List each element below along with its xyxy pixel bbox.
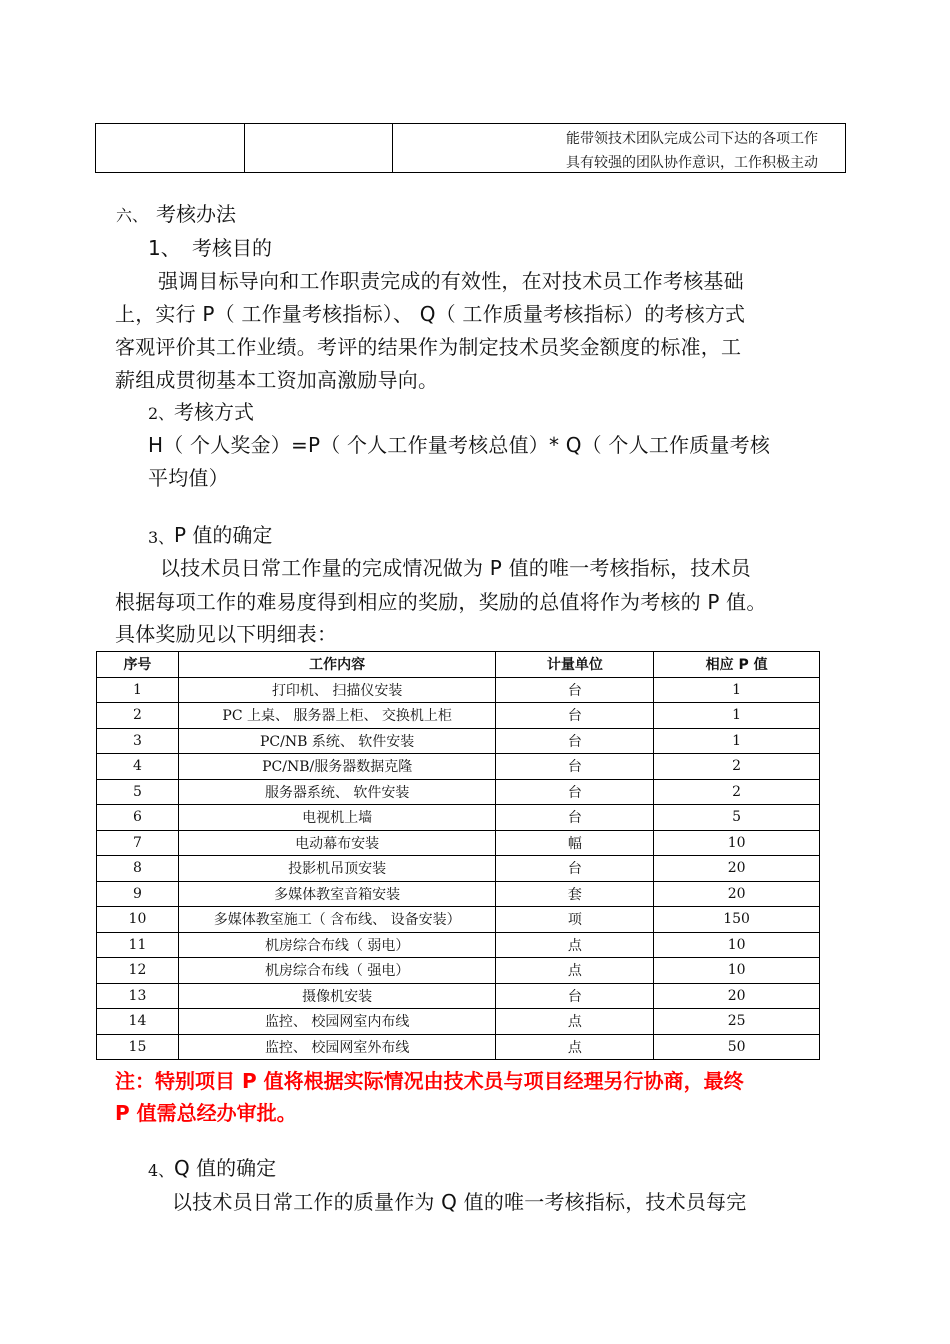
row-number: 9	[97, 881, 179, 907]
p-value: 50	[654, 1034, 820, 1060]
table-divider	[244, 124, 245, 172]
row-number: 4	[97, 754, 179, 780]
unit: 台	[496, 754, 654, 780]
p-value: 20	[654, 856, 820, 882]
work-content: PC/NB/服务器数据克隆	[178, 754, 496, 780]
row-number: 14	[97, 1009, 179, 1035]
unit: 台	[496, 805, 654, 831]
unit: 点	[496, 1009, 654, 1035]
p-value: 10	[654, 958, 820, 984]
p-value: 2	[654, 779, 820, 805]
formula-line: H（ 个人奖金）=P（ 个人工作量考核总值）* Q（ 个人工作质量考核	[148, 433, 771, 457]
row-number: 8	[97, 856, 179, 882]
table-header-row	[97, 652, 820, 678]
subsection-number: 1、	[148, 236, 181, 260]
reward-table	[96, 651, 820, 1060]
work-content: 服务器系统、 软件安装	[178, 779, 496, 805]
p-value: 20	[654, 881, 820, 907]
section-title: 考核办法	[156, 202, 236, 226]
subsection-title: 考核目的	[192, 236, 272, 260]
work-content: 多媒体教室施工（ 含布线、 设备安装）	[178, 907, 496, 933]
column-header: 工作内容	[178, 652, 496, 678]
p-value: 1	[654, 677, 820, 703]
column-header: 相应 P 值	[654, 652, 820, 678]
unit: 套	[496, 881, 654, 907]
p-value: 150	[654, 907, 820, 933]
column-header: 计量单位	[496, 652, 654, 678]
unit: 点	[496, 932, 654, 958]
unit: 点	[496, 958, 654, 984]
p-value: 2	[654, 754, 820, 780]
row-number: 3	[97, 728, 179, 754]
paragraph-line: 强调目标导向和工作职责完成的有效性，在对技术员工作考核基础	[158, 269, 744, 293]
table-row	[97, 881, 820, 907]
subsection-title: Q 值的确定	[174, 1156, 277, 1180]
unit: 点	[496, 1034, 654, 1060]
subsection-number: 3、	[148, 528, 175, 547]
unit: 台	[496, 728, 654, 754]
work-content: 打印机、 扫描仪安装	[178, 677, 496, 703]
work-content: 机房综合布线（ 弱电）	[178, 932, 496, 958]
unit: 台	[496, 677, 654, 703]
table-row	[97, 779, 820, 805]
row-number: 15	[97, 1034, 179, 1060]
note-line: P 值需总经办审批。	[115, 1101, 297, 1125]
table-row	[97, 932, 820, 958]
unit: 台	[496, 779, 654, 805]
table-row	[97, 958, 820, 984]
table-row	[97, 677, 820, 703]
work-content: 监控、 校园网室外布线	[178, 1034, 496, 1060]
work-content: 电动幕布安装	[178, 830, 496, 856]
table-row	[97, 983, 820, 1009]
table-row	[97, 1034, 820, 1060]
p-value: 10	[654, 830, 820, 856]
p-value: 1	[654, 728, 820, 754]
work-content: 机房综合布线（ 强电）	[178, 958, 496, 984]
table-body	[97, 677, 820, 1060]
table-row	[97, 703, 820, 729]
work-content: PC 上桌、 服务器上柜、 交换机上柜	[178, 703, 496, 729]
table-divider	[392, 124, 393, 172]
unit: 台	[496, 703, 654, 729]
paragraph-line: 客观评价其工作业绩。考评的结果作为制定技术员奖金额度的标准，工	[115, 335, 742, 359]
paragraph-line: 薪组成贯彻基本工资加高激励导向。	[115, 368, 439, 392]
row-number: 5	[97, 779, 179, 805]
p-value: 5	[654, 805, 820, 831]
table-row	[97, 1009, 820, 1035]
row-number: 2	[97, 703, 179, 729]
row-number: 10	[97, 907, 179, 933]
subsection-title: 考核方式	[174, 400, 254, 424]
subsection-title: P 值的确定	[174, 523, 273, 547]
paragraph-line: 以技术员日常工作量的完成情况做为 P 值的唯一考核指标，技术员	[160, 556, 751, 580]
unit: 项	[496, 907, 654, 933]
p-value: 20	[654, 983, 820, 1009]
p-value: 1	[654, 703, 820, 729]
table-cell-text: 具有较强的团队协作意识，工作积极主动	[566, 155, 818, 171]
row-number: 12	[97, 958, 179, 984]
unit: 幅	[496, 830, 654, 856]
table-row	[97, 830, 820, 856]
p-value: 25	[654, 1009, 820, 1035]
row-number: 6	[97, 805, 179, 831]
table-cell-text: 能带领技术团队完成公司下达的各项工作	[566, 131, 818, 147]
row-number: 7	[97, 830, 179, 856]
unit: 台	[496, 983, 654, 1009]
section-number: 六、	[116, 206, 149, 225]
subsection-number: 4、	[148, 1161, 175, 1180]
table-row	[97, 856, 820, 882]
column-header: 序号	[97, 652, 179, 678]
table-row	[97, 805, 820, 831]
work-content: 摄像机安装	[178, 983, 496, 1009]
paragraph-line: 以技术员日常工作的质量作为 Q 值的唯一考核指标，技术员每完	[172, 1190, 747, 1214]
work-content: PC/NB 系统、 软件安装	[178, 728, 496, 754]
table-row	[97, 907, 820, 933]
paragraph-line: 上，实行 P（ 工作量考核指标）、 Q（ 工作质量考核指标）的考核方式	[115, 302, 746, 326]
note-line: 注：特别项目 P 值将根据实际情况由技术员与项目经理另行协商，最终	[115, 1069, 744, 1093]
work-content: 投影机吊顶安装	[178, 856, 496, 882]
formula-line: 平均值）	[148, 466, 229, 490]
row-number: 13	[97, 983, 179, 1009]
p-value: 10	[654, 932, 820, 958]
work-content: 电视机上墙	[178, 805, 496, 831]
subsection-number: 2、	[148, 404, 175, 423]
paragraph-line: 具体奖励见以下明细表：	[115, 622, 338, 646]
table-row	[97, 754, 820, 780]
top-table	[95, 123, 846, 173]
work-content: 多媒体教室音箱安装	[178, 881, 496, 907]
row-number: 11	[97, 932, 179, 958]
work-content: 监控、 校园网室内布线	[178, 1009, 496, 1035]
paragraph-line: 根据每项工作的难易度得到相应的奖励，奖励的总值将作为考核的 P 值。	[115, 590, 767, 614]
unit: 台	[496, 856, 654, 882]
table-row	[97, 728, 820, 754]
row-number: 1	[97, 677, 179, 703]
